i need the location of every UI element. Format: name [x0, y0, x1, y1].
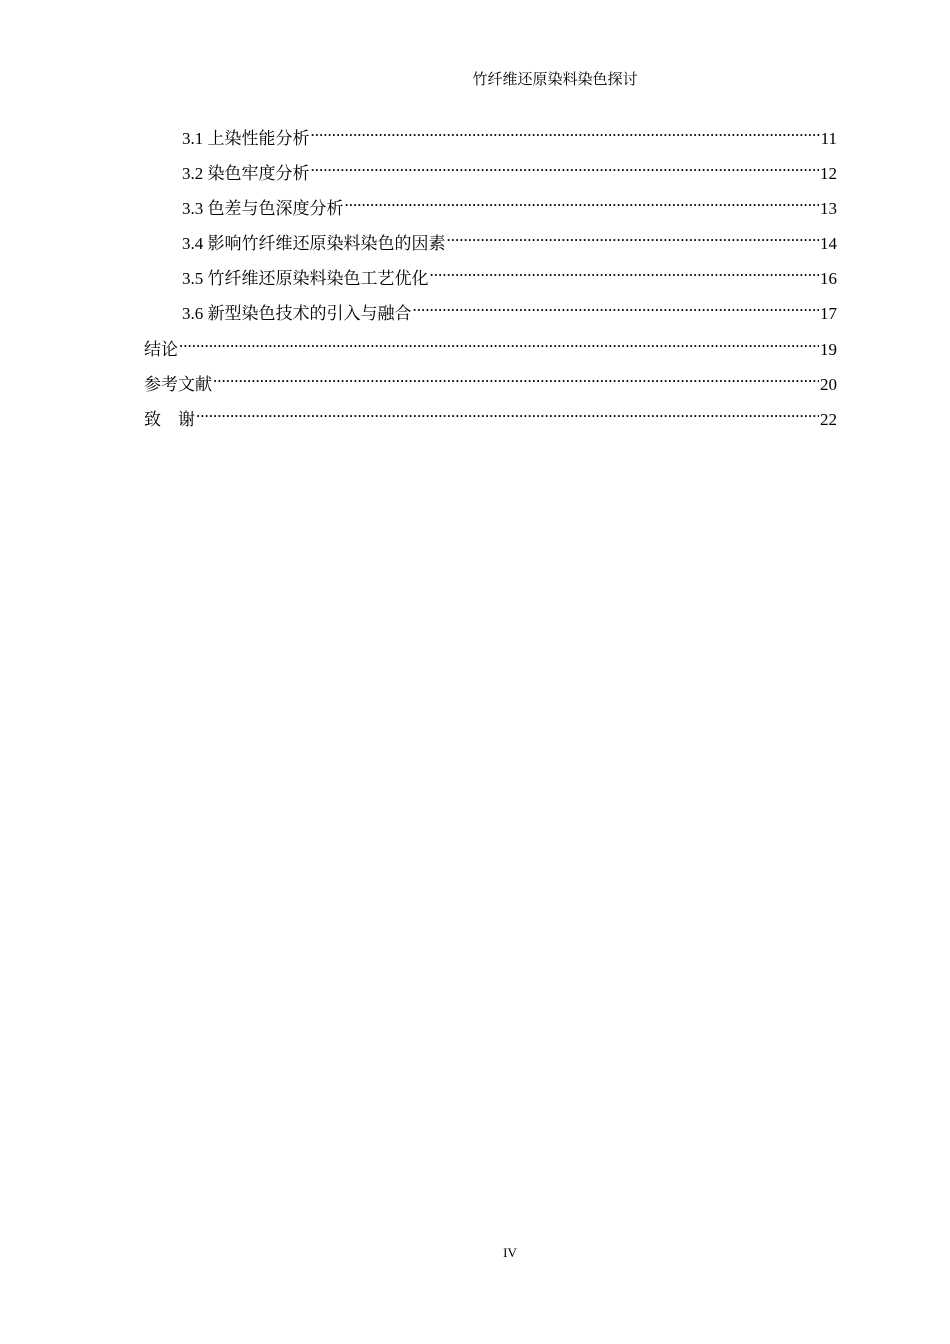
page-number: IV [503, 1245, 517, 1260]
toc-entry-title: 参考文献 [144, 375, 212, 395]
toc-entry-page: 14 [820, 234, 837, 253]
toc-entry-title: 3.3 色差与色深度分析 [182, 199, 344, 218]
toc-leader-dots [413, 293, 820, 319]
toc-entry-page: 11 [820, 129, 837, 148]
toc-entry-title: 致 谢 [144, 410, 195, 430]
toc-entry-title: 3.6 新型染色技术的引入与融合 [182, 304, 412, 323]
toc-entry[interactable] [182, 223, 837, 253]
toc-leader-dots [430, 258, 820, 284]
running-header: 竹纤维还原染料染色探讨 [472, 72, 638, 88]
toc-entry[interactable] [182, 153, 837, 183]
toc-entry-title: 3.2 染色牢度分析 [182, 164, 310, 183]
toc-entry-page: 19 [820, 340, 837, 359]
toc-entry-page: 12 [820, 164, 837, 183]
toc-entry-title: 3.1 上染性能分析 [182, 129, 310, 148]
toc-leader-dots [179, 329, 819, 355]
toc-entry[interactable] [182, 258, 837, 288]
toc-entry-page: 17 [820, 304, 837, 323]
toc-entry[interactable] [182, 118, 837, 148]
toc-leader-dots [213, 364, 819, 390]
toc-leader-dots [311, 153, 820, 179]
toc-entry-title: 结论 [144, 340, 178, 360]
toc-entry[interactable] [182, 293, 837, 323]
toc-entry-page: 20 [820, 375, 837, 394]
toc-entry[interactable] [144, 329, 837, 360]
toc-entry-title: 3.5 竹纤维还原染料染色工艺优化 [182, 269, 429, 288]
toc-entry[interactable] [144, 364, 837, 395]
toc-entry-title: 3.4 影响竹纤维还原染料染色的因素 [182, 234, 446, 253]
toc-leader-dots [196, 399, 819, 425]
toc-leader-dots [311, 118, 820, 144]
toc-entry-page: 13 [820, 199, 837, 218]
toc-entry-page: 22 [820, 410, 837, 429]
toc-leader-dots [345, 188, 820, 214]
toc-entry[interactable] [182, 188, 837, 218]
toc-leader-dots [447, 223, 820, 249]
toc-entry-page: 16 [820, 269, 837, 288]
toc-entry[interactable] [144, 399, 837, 430]
